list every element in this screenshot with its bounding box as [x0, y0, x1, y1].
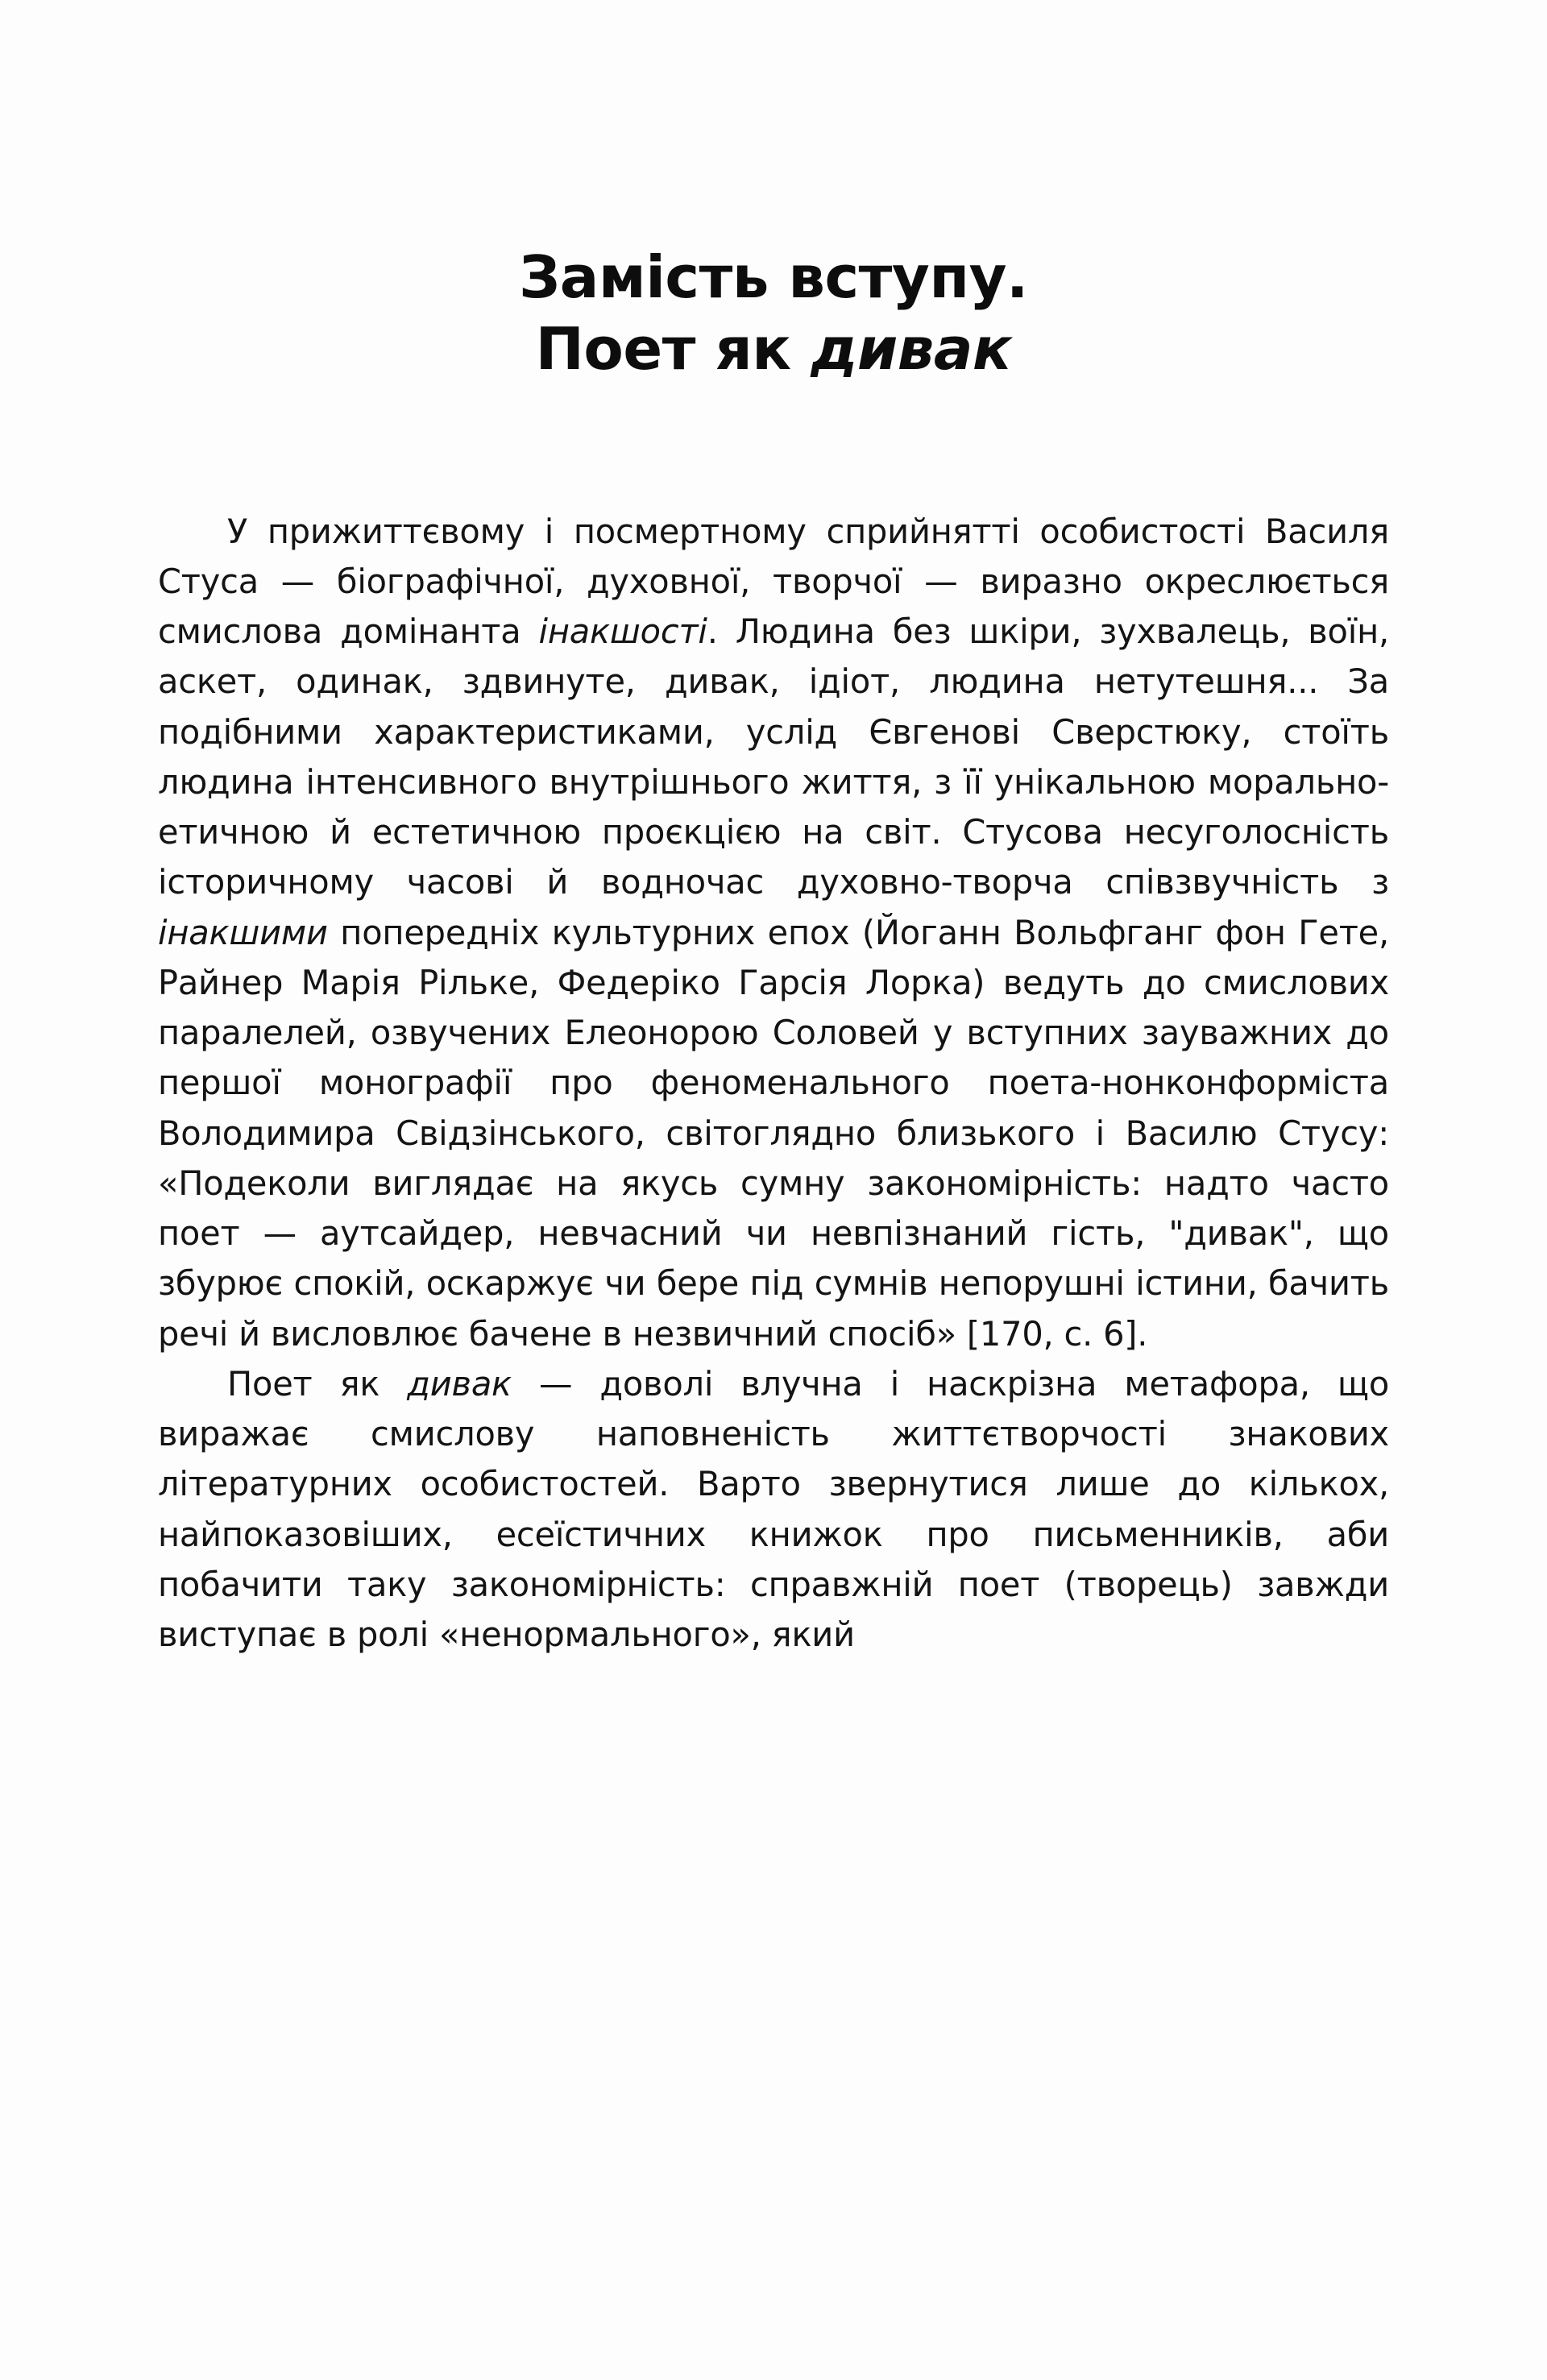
text-run: У прижиттєвому і посмертному сприйнятті особистості Василя Стуса — біографічної, духовної, творчої — виразно окреслюється смислова домінанта [158, 511, 1389, 652]
text-run-italic: інакшими [158, 912, 328, 952]
chapter-title-keyword: дивак [811, 315, 1012, 384]
text-run: попередніх культурних епох (Йоганн Вольфганг фон Гете, Райнер Марія Рільке, Федеріко Гарсія Лорка) ведуть до смислових паралелей, озвучених Елеонорою Соловей у вступних зауважних до першої монографії про феноменального поета-нонконформіста Володимира Свідзінського, світоглядно близького і Василю Стусу: «Подеколи виглядає на якусь сумну закономірність: надто часто поет — аутсайдер, невчасний чи невпізнаний гість, "дивак", що збурює спокій, оскаржує чи бере під сумнів непорушні істини, бачить речі й висловлює бачене в незвичний спосіб» [170, с. 6]. [158, 912, 1389, 1354]
text-run-italic: інакшості [538, 612, 707, 652]
text-run-italic: дивак [407, 1363, 512, 1404]
chapter-title-line-1: Замість вступу. [519, 243, 1028, 311]
text-run: Поет як [227, 1363, 408, 1404]
chapter-title-line-2 [158, 313, 1389, 385]
chapter-title-line-2-prefix: Поет як [535, 315, 811, 384]
paragraph-2 [158, 1359, 1389, 1661]
paragraph-1 [158, 507, 1389, 1359]
text-run: — доволі влучна і наскрізна метафора, що виражає смислову наповненість життєтворчості знакових літературних особистостей. Варто звернутися лише до кількох, найпоказовіших, есеїстичних книжок про письменників, аби побачити таку закономірність: справжній поет (творець) завжди виступає в ролі «ненормального», який [158, 1363, 1390, 1655]
page-content [158, 242, 1389, 1660]
page-title [158, 242, 1389, 386]
body-text [158, 507, 1389, 1661]
text-run: . Людина без шкіри, зухвалець, воїн, аскет, одинак, здвинуте, дивак, ідіот, людина нетутешня... За подібними характеристиками, услід Євгенові Сверстюку, стоїть людина інтенсивного внутрішнього життя, з її унікальною морально-етичною й естетичною проєкцією на світ. Стусова несуголосність історичному часові й водночас духовно-творча співзвучність з [158, 612, 1389, 902]
